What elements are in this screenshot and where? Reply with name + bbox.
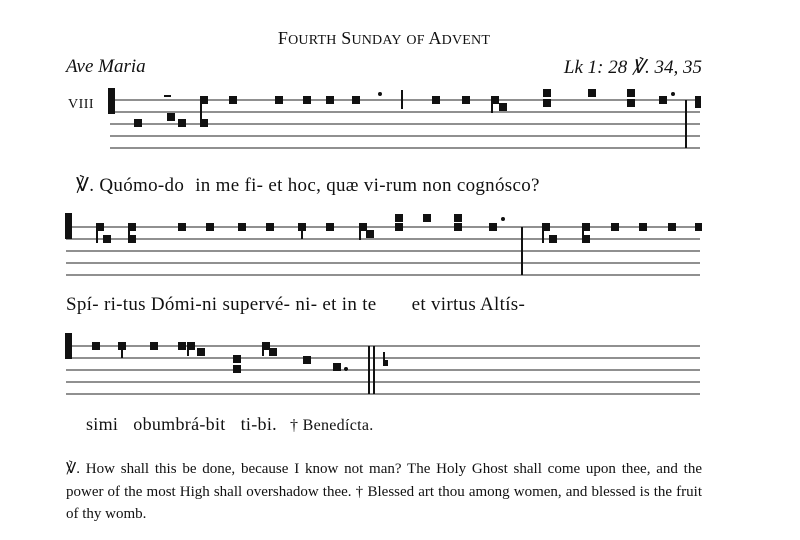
double-bar-right — [373, 346, 375, 394]
c-clef — [65, 213, 72, 239]
staff-2 — [66, 227, 700, 275]
lyric-line-2 — [66, 294, 525, 316]
lyric-syllable: non cognósco? — [422, 175, 540, 196]
scripture-reference: Lk 1: 28 ℣. 34, 35 — [563, 57, 702, 78]
lyric-syllable: in te — [341, 294, 377, 315]
lyric-syllable: Spí- — [66, 294, 99, 315]
lyric-syllable: ri-tus Dómi-ni — [103, 294, 218, 315]
lyric-syllable: supervé- — [222, 294, 291, 315]
c-clef — [65, 333, 72, 359]
staff-3-neumes — [65, 333, 388, 394]
lyric-syllable: † Benedícta. — [290, 417, 374, 434]
lyric-syllable: quæ vi-rum — [326, 175, 418, 196]
double-bar-left — [368, 346, 370, 394]
mode-label: VIII — [68, 97, 95, 112]
lyric-syllable: simi — [86, 414, 119, 434]
quarter-bar — [401, 90, 403, 109]
chant-incipit: Ave Maria — [66, 56, 146, 77]
staff-1-neumes — [108, 88, 701, 148]
c-clef — [108, 88, 115, 114]
full-bar — [685, 100, 687, 148]
chant-title: FOURTH SUNDAY OF ADVENT — [277, 28, 491, 48]
lyric-syllable: ℣. Quómo-do — [76, 175, 185, 196]
lyric-line-1 — [76, 174, 540, 197]
english-translation: ℣. How shall this be done, because I know not man? The Holy Ghost shall come upon thee, and the power of the most High shall overshadow thee. † Blessed art thou among women, and blessed is the fruit of thy womb. — [66, 461, 702, 522]
lyric-syllable: et hoc, — [268, 175, 322, 196]
lyric-syllable: ti-bi. — [240, 414, 277, 434]
lyric-line-3 — [86, 414, 374, 436]
lyric-syllable: ni- et — [295, 294, 337, 315]
staff-1 — [110, 100, 700, 148]
lyric-syllable: et virtus Altís- — [411, 294, 526, 315]
lyric-syllable: obumbrá-bit — [133, 414, 226, 434]
full-bar — [521, 227, 523, 275]
lyric-syllable: in me fi- — [195, 175, 264, 196]
staff-2-neumes — [65, 213, 702, 275]
